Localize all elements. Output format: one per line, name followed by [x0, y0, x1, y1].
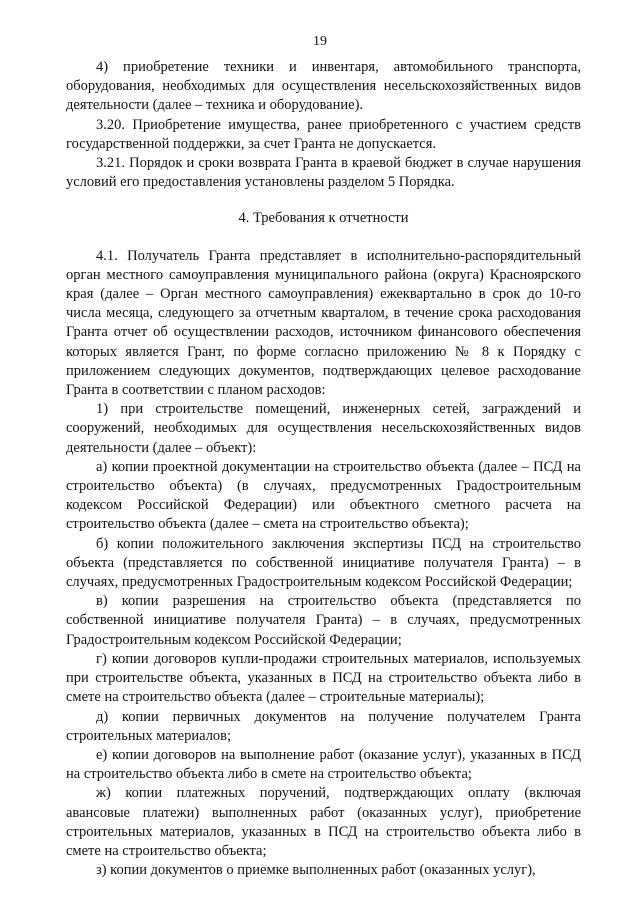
paragraph-item-1: 1) при строительстве помещений, инженерных сетей, заграждений и сооружений, необходимых для осуществления несельскохозяйственных видов деятельности (далее – объект): [66, 401, 581, 456]
page-number: 19 [313, 34, 327, 49]
paragraph-4-1: 4.1. Получатель Гранта представляет в исполнительно-распорядительный орган местного самоуправления муниципального района (округа) Красноярского края (далее – Орган местного самоуправления) ежеквартально в срок до 10-го числа месяца, следующего за отчетным кварталом, в течение срока расходования Гранта отчет об осуществлении расходов, источником финансового обеспечения которых является Грант, по форме согласно приложению № 8 к Порядку с приложением следующих документов, подтверждающих целевое расходование Гранта в соответствии с планом расходов: [66, 247, 581, 399]
paragraph-item-v: в) копии разрешения на строительство объекта (представляется по собственной инициативе получателя Гранта) – в случаях, предусмотренных Градостроительным кодексом Российской Федерации; [66, 593, 581, 648]
paragraph-3-21: 3.21. Порядок и сроки возврата Гранта в краевой бюджет в случае нарушения условий его предоставления установлены разделом 5 Порядка. [66, 155, 581, 191]
paragraph-item-b: б) копии положительного заключения экспертизы ПСД на строительство объекта (представляется по собственной инициативе получателя Гранта) – в случаях, предусмотренных Градостроительным кодексом Российской Федерации; [66, 535, 581, 591]
section-title: 4. Требования к отчетности [238, 210, 409, 227]
document-body [66, 58, 581, 880]
paragraph-item-a: а) копии проектной документации на строительство объекта (далее – ПСД на строительство объекта) (в случаях, предусмотренных Градостроительным кодексом Российской Федерации) или объектного сметного расчета на строительство объекта (далее – смета на строительство объекта); [66, 458, 581, 533]
paragraph-item-d: д) копии первичных документов на получение получателем Гранта строительных материалов; [66, 708, 581, 744]
paragraph-item-g: г) копии договоров купли-продажи строительных материалов, используемых при строительстве объекта, указанных в ПСД на строительство объекта либо в смете на строительство объекта (далее – строительные материалы); [66, 650, 581, 706]
paragraph-item-z: з) копии документов о приемке выполненных работ (оказанных услуг), [96, 862, 536, 879]
paragraph-3-20: 3.20. Приобретение имущества, ранее приобретенного с участием средств государственной поддержки, за счет Гранта не допускается. [66, 116, 581, 152]
paragraph-equipment-item: 4) приобретение техники и инвентаря, автомобильного транспорта, оборудования, необходимых для осуществления несельскохозяйственных видов деятельности (далее – техника и оборудование). [66, 59, 581, 114]
paragraph-item-e: е) копии договоров на выполнение работ (оказание услуг), указанных в ПСД на строительство объекта либо в смете на строительство объекта; [66, 746, 581, 783]
paragraph-item-zh: ж) копии платежных поручений, подтверждающих оплату (включая авансовые платежи) выполненных работ (оказанных услуг), приобретение строительных материалов, указанных в ПСД на строительство объекта либо в смете на строительство объекта; [66, 785, 581, 859]
